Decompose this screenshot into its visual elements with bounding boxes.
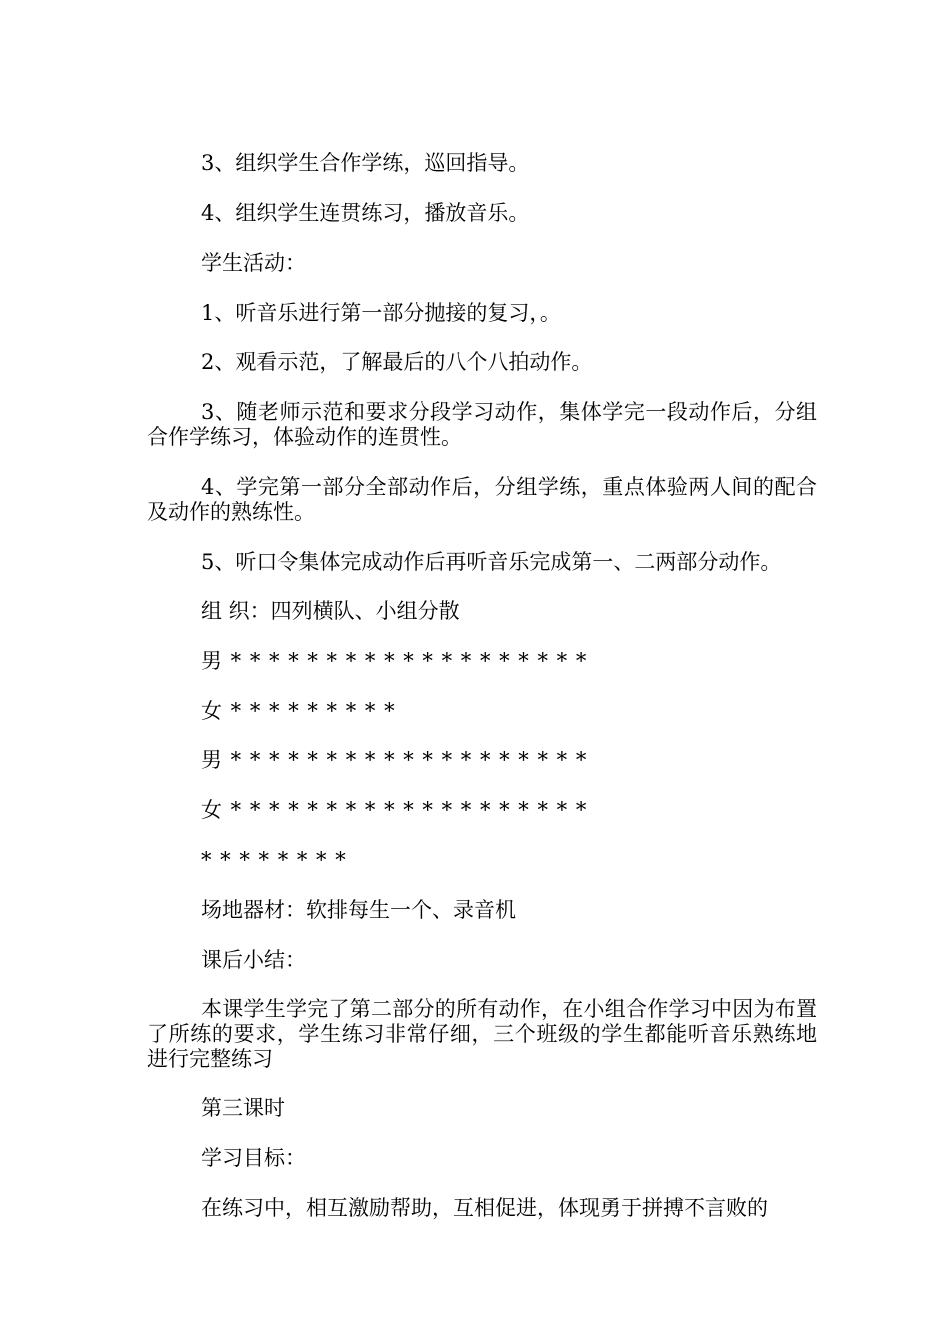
step-3-teacher: 3、组织学生合作学练，巡回指导。 bbox=[201, 151, 530, 175]
formation-row-teacher: * * * * * * * * bbox=[201, 848, 347, 872]
formation-row-male-1: 男 * * * * * * * * * * * * * * * * * * * bbox=[201, 649, 588, 673]
student-step-5: 5、听口令集体完成动作后再听音乐完成第一、二两部分动作。 bbox=[201, 550, 782, 574]
step-4-teacher: 4、组织学生连贯练习，播放音乐。 bbox=[201, 201, 530, 225]
equipment-line: 场地器材：软排每生一个、录音机 bbox=[201, 898, 516, 922]
formation-row-female-2: 女 * * * * * * * * * * * * * * * * * * * bbox=[201, 798, 588, 822]
lesson-3-heading: 第三课时 bbox=[201, 1096, 285, 1120]
summary-heading: 课后小结： bbox=[201, 948, 306, 972]
student-step-3: 3、随老师示范和要求分段学习动作，集体学完一段动作后，分组合作学练习，体验动作的连贯性。 bbox=[147, 400, 817, 449]
learning-goals-heading: 学习目标： bbox=[201, 1146, 306, 1170]
student-step-2: 2、观看示范，了解最后的八个八拍动作。 bbox=[201, 350, 593, 374]
learning-goals-text: 在练习中，相互激励帮助，互相促进，体现勇于拼搏不言败的 bbox=[201, 1196, 768, 1220]
formation-row-female-1: 女 * * * * * * * * * bbox=[201, 699, 396, 723]
student-step-4: 4、学完第一部分全部动作后，分组学练，重点体验两人间的配合及动作的熟练性。 bbox=[147, 475, 817, 524]
summary-paragraph: 本课学生学完了第二部分的所有动作，在小组合作学习中因为布置了所练的要求，学生练习非常仔细，三个班级的学生都能听音乐熟练地进行完整练习 bbox=[147, 997, 817, 1071]
organization-line: 组 织：四列横队、小组分散 bbox=[201, 599, 460, 623]
student-step-1: 1、听音乐进行第一部分抛接的复习，。 bbox=[201, 301, 561, 325]
student-activity-heading: 学生活动： bbox=[201, 251, 306, 275]
formation-row-male-2: 男 * * * * * * * * * * * * * * * * * * * bbox=[201, 748, 588, 772]
